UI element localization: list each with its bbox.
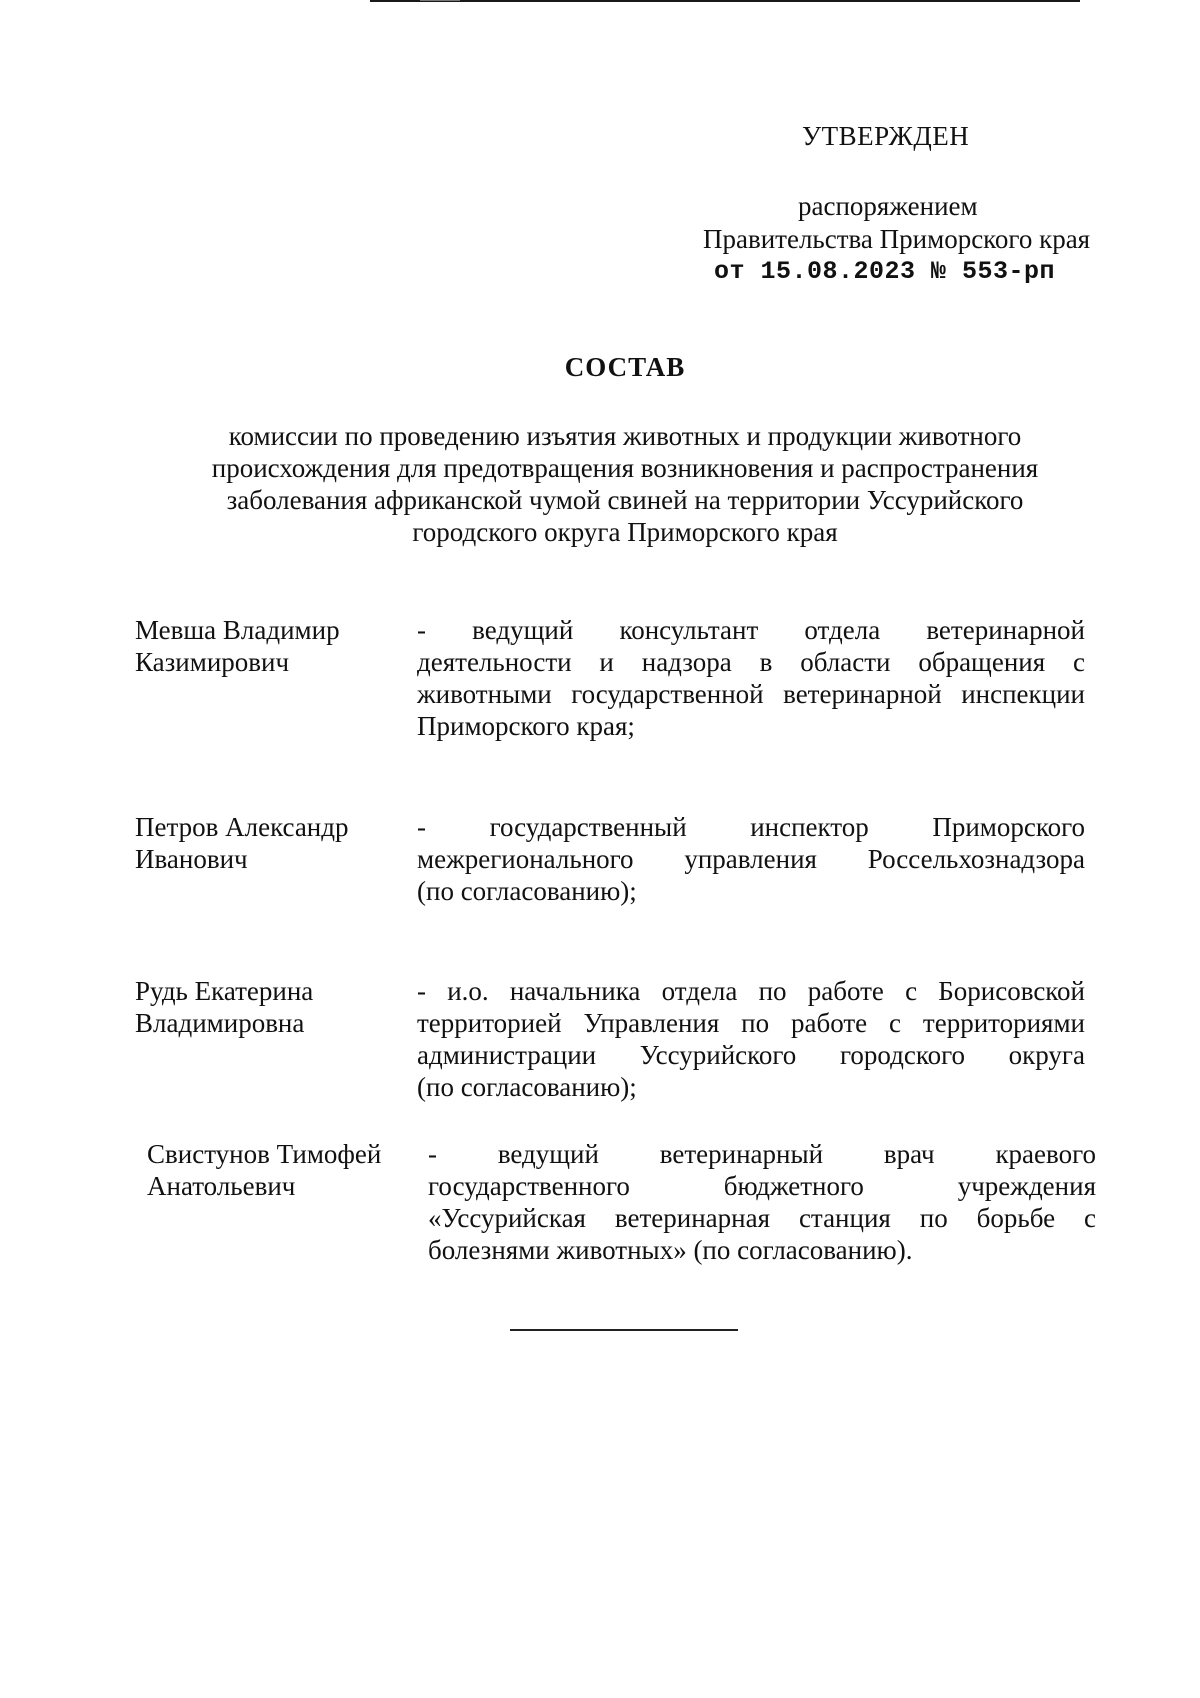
member-role-line: (по согласованию); bbox=[417, 1072, 637, 1102]
member-name-line: Казимирович bbox=[135, 647, 290, 677]
member-name bbox=[135, 811, 349, 875]
member-role-line: администрации Уссурийского городского округа bbox=[417, 1040, 1085, 1070]
member-name-line: Рудь Екатерина bbox=[135, 976, 314, 1006]
approval-authority: Правительства Приморского края bbox=[703, 224, 1091, 254]
document-title: СОСТАВ bbox=[564, 352, 686, 382]
member-role-line: территорией Управления по работе с территориями bbox=[417, 1008, 1085, 1038]
member-role bbox=[428, 1138, 1096, 1266]
member-role-line: животными государственной ветеринарной инспекции bbox=[417, 679, 1085, 709]
member-name bbox=[135, 975, 313, 1039]
member-role-line: болезнями животных» (по согласованию). bbox=[428, 1235, 913, 1265]
member-role-line: межрегионального управления Россельхознадзора bbox=[417, 844, 1085, 874]
member-name-line: Мевша Владимир bbox=[135, 615, 340, 645]
approval-by-order: распоряжением bbox=[798, 191, 978, 221]
member-role-line: - ведущий консультант отдела ветеринарной bbox=[417, 615, 1085, 645]
scan-edge-mark bbox=[420, 0, 460, 1]
member-role-line: - ведущий ветеринарный врач краевого bbox=[428, 1139, 1096, 1169]
member-role-line: (по согласованию); bbox=[417, 876, 637, 906]
member-role-line: - государственный инспектор Приморского bbox=[417, 812, 1085, 842]
approval-title: УТВЕРЖДЕН bbox=[802, 121, 970, 151]
member-name-line: Иванович bbox=[135, 844, 248, 874]
member-role bbox=[417, 975, 1085, 1103]
member-name bbox=[135, 614, 340, 678]
member-name bbox=[147, 1138, 381, 1202]
member-name-line: Анатольевич bbox=[147, 1171, 296, 1201]
member-role bbox=[417, 614, 1085, 742]
member-name-line: Свистунов Тимофей bbox=[147, 1139, 382, 1169]
member-role-line: государственного бюджетного учреждения bbox=[428, 1171, 1096, 1201]
subtitle-line: городского округа Приморского края bbox=[412, 517, 838, 547]
member-name-line: Петров Александр bbox=[135, 812, 349, 842]
scan-edge-line bbox=[370, 0, 1080, 2]
subtitle-line: происхождения для предотвращения возникновения и распространения bbox=[211, 453, 1039, 483]
member-role-line: деятельности и надзора в области обращения с bbox=[417, 647, 1085, 677]
approval-date-number: от 15.08.2023 № 553-рп bbox=[714, 257, 1056, 286]
member-role bbox=[417, 811, 1085, 907]
member-name-line: Владимировна bbox=[135, 1008, 305, 1038]
member-role-line: - и.о. начальника отдела по работе с Борисовской bbox=[417, 976, 1085, 1006]
member-role-line: «Уссурийская ветеринарная станция по борьбе с bbox=[428, 1203, 1096, 1233]
closing-divider bbox=[510, 1329, 738, 1331]
subtitle-line: комиссии по проведению изъятия животных и продукции животного bbox=[228, 421, 1022, 451]
subtitle-line: заболевания африканской чумой свиней на территории Уссурийского bbox=[226, 485, 1024, 515]
document-subtitle bbox=[160, 420, 1090, 548]
member-role-line: Приморского края; bbox=[417, 711, 635, 741]
